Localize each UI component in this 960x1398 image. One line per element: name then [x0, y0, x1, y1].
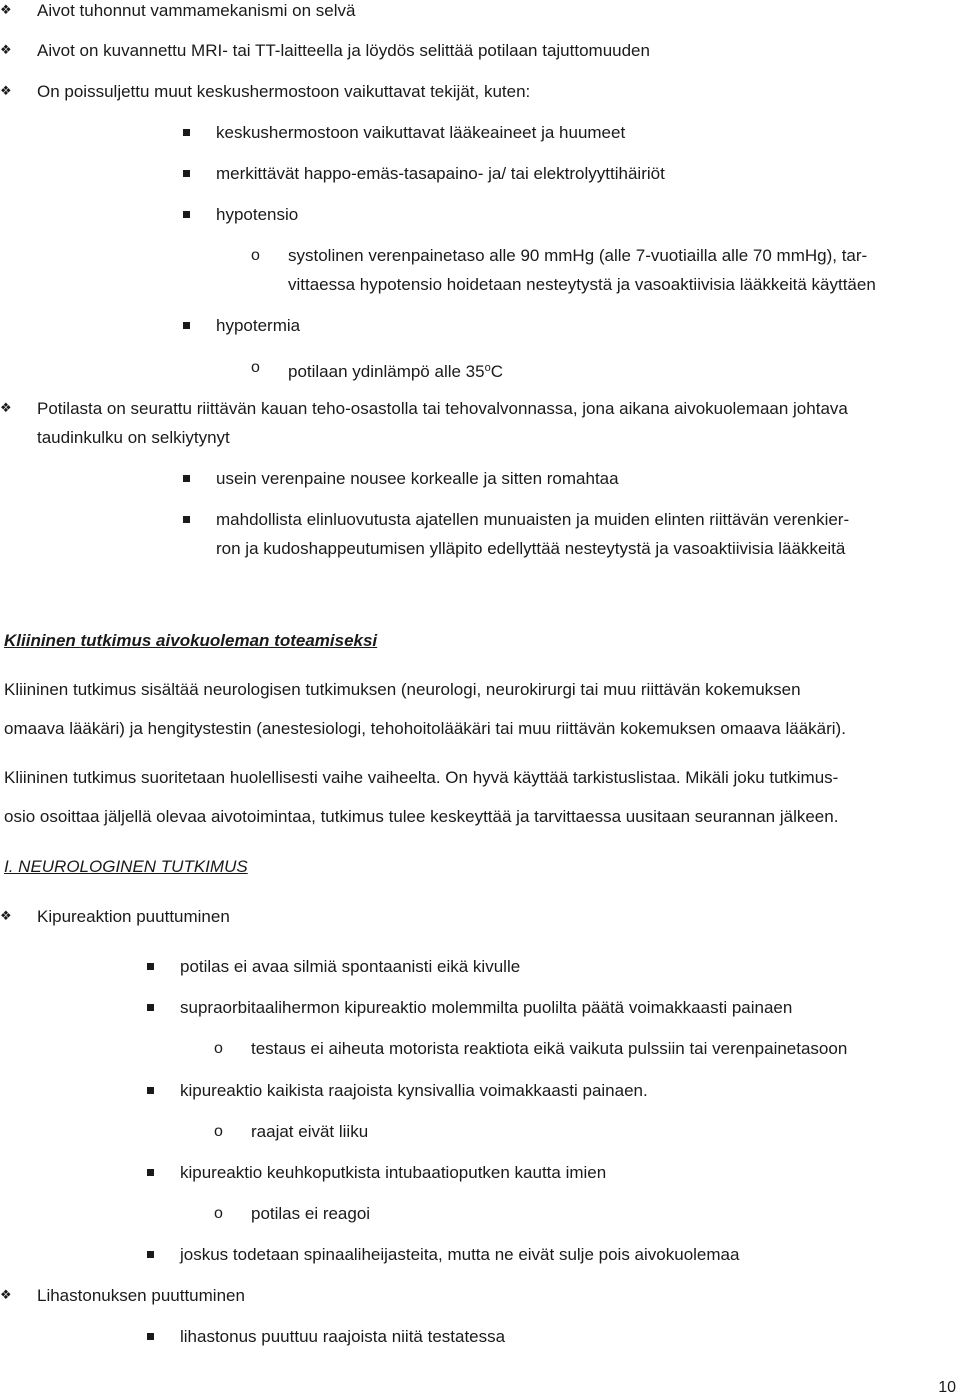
diamond-star-icon: ❖ — [0, 1288, 12, 1303]
square-bullet-icon — [147, 1004, 154, 1011]
section-heading: Kliininen tutkimus aivokuoleman toteamiseksi — [4, 631, 378, 650]
diamond-star-icon: ❖ — [0, 401, 12, 416]
square-bullet-icon — [183, 129, 190, 136]
factor-item: hypotermia — [216, 316, 301, 335]
diamond-star-icon: ❖ — [0, 43, 12, 58]
criteria-item: Aivot tuhonnut vammamekanismi on selvä — [37, 1, 356, 20]
pain-sub-item: raajat eivät liiku — [251, 1122, 369, 1141]
pain-item: kipureaktio kaikista raajoista kynsivallia voimakkaasti painaen. — [180, 1081, 648, 1100]
square-bullet-icon — [183, 322, 190, 329]
muscle-item: lihastonus puuttuu raajoista niitä testatessa — [180, 1327, 506, 1346]
circle-o-bullet-icon: o — [214, 1205, 223, 1222]
square-bullet-icon — [183, 211, 190, 218]
diamond-star-icon: ❖ — [0, 84, 12, 99]
paragraph-line: Kliininen tutkimus sisältää neurologisen tutkimuksen (neurologi, neurokirurgi tai muu riittävän kokemuksen — [4, 680, 801, 699]
circle-o-bullet-icon: o — [214, 1123, 223, 1140]
pain-item: joskus todetaan spinaaliheijasteita, mutta ne eivät sulje pois aivokuolemaa — [180, 1245, 740, 1264]
diamond-star-icon: ❖ — [0, 3, 12, 18]
circle-o-bullet-icon: o — [251, 359, 260, 376]
square-bullet-icon — [183, 516, 190, 523]
circle-o-bullet-icon: o — [251, 247, 260, 264]
monitoring-sub-item: ron ja kudoshappeutumisen ylläpito edellyttää nesteytystä ja vasoaktiivisia lääkkeitä — [216, 539, 846, 558]
pain-item: supraorbitaalihermon kipureaktio molemmilta puolilta päätä voimakkaasti painaen — [180, 998, 793, 1017]
square-bullet-icon — [147, 1169, 154, 1176]
monitoring-text: Potilasta on seurattu riittävän kauan teho-osastolla tai tehovalvonnassa, jona aikana aivokuolemaan johtava — [37, 399, 848, 418]
pain-title: Kipureaktion puuttuminen — [37, 907, 230, 926]
pain-sub-item: potilas ei reagoi — [251, 1204, 371, 1223]
circle-o-bullet-icon: o — [214, 1040, 223, 1057]
diamond-star-icon: ❖ — [0, 909, 12, 924]
monitoring-sub-item: usein verenpaine nousee korkealle ja sitten romahtaa — [216, 469, 619, 488]
paragraph-line: omaava lääkäri) ja hengitystestin (anestesiologi, tehohoitolääkäri tai muu riittävän kokemuksen omaava lääkäri). — [4, 719, 846, 738]
paragraph-line: Kliininen tutkimus suoritetaan huolellisesti vaihe vaiheelta. On hyvä käyttää tarkistuslistaa. Mikäli joku tutkimus- — [4, 768, 839, 787]
hypothermia-detail: potilaan ydinlämpö alle 35$^o$C — [288, 362, 503, 381]
square-bullet-icon — [183, 475, 190, 482]
square-bullet-icon — [147, 1251, 154, 1258]
square-bullet-icon — [183, 170, 190, 177]
hypotension-detail: vittaessa hypotensio hoidetaan nesteytystä ja vasoaktiivisia lääkkeitä käyttäen — [288, 275, 876, 294]
monitoring-text: taudinkulku on selkiytynyt — [37, 428, 230, 447]
paragraph-line: osio osoittaa jäljellä olevaa aivotoimintaa, tutkimus tulee keskeyttää ja tarvittaessa uusitaan seurannan jälkeen. — [4, 807, 839, 826]
square-bullet-icon — [147, 963, 154, 970]
monitoring-sub-item: mahdollista elinluovutusta ajatellen munuaisten ja muiden elinten riittävän verenkier- — [216, 510, 850, 529]
criteria-item: Aivot on kuvannettu MRI- tai TT-laitteella ja löydös selittää potilaan tajuttomuuden — [37, 41, 650, 60]
factor-item: merkittävät happo-emäs-tasapaino- ja/ tai elektrolyyttihäiriöt — [216, 164, 665, 183]
factor-item: keskushermostoon vaikuttavat lääkeaineet ja huumeet — [216, 123, 626, 142]
factor-item: hypotensio — [216, 205, 299, 224]
pain-item: potilas ei avaa silmiä spontaanisti eikä kivulle — [180, 957, 521, 976]
hypotension-detail: systolinen verenpainetaso alle 90 mmHg (alle 7-vuotiailla alle 70 mmHg), tar- — [288, 246, 868, 265]
square-bullet-icon — [147, 1087, 154, 1094]
pain-item: kipureaktio keuhkoputkista intubaatioputken kautta imien — [180, 1163, 607, 1182]
page-number: 10 — [938, 1379, 956, 1396]
neuro-subheading: I. NEUROLOGINEN TUTKIMUS — [4, 857, 248, 876]
square-bullet-icon — [147, 1333, 154, 1340]
pain-sub-item: testaus ei aiheuta motorista reaktiota eikä vaikuta pulssiin tai verenpainetasoon — [251, 1039, 848, 1058]
muscle-title: Lihastonuksen puuttuminen — [37, 1286, 245, 1305]
criteria-item: On poissuljettu muut keskushermostoon vaikuttavat tekijät, kuten: — [37, 82, 531, 101]
